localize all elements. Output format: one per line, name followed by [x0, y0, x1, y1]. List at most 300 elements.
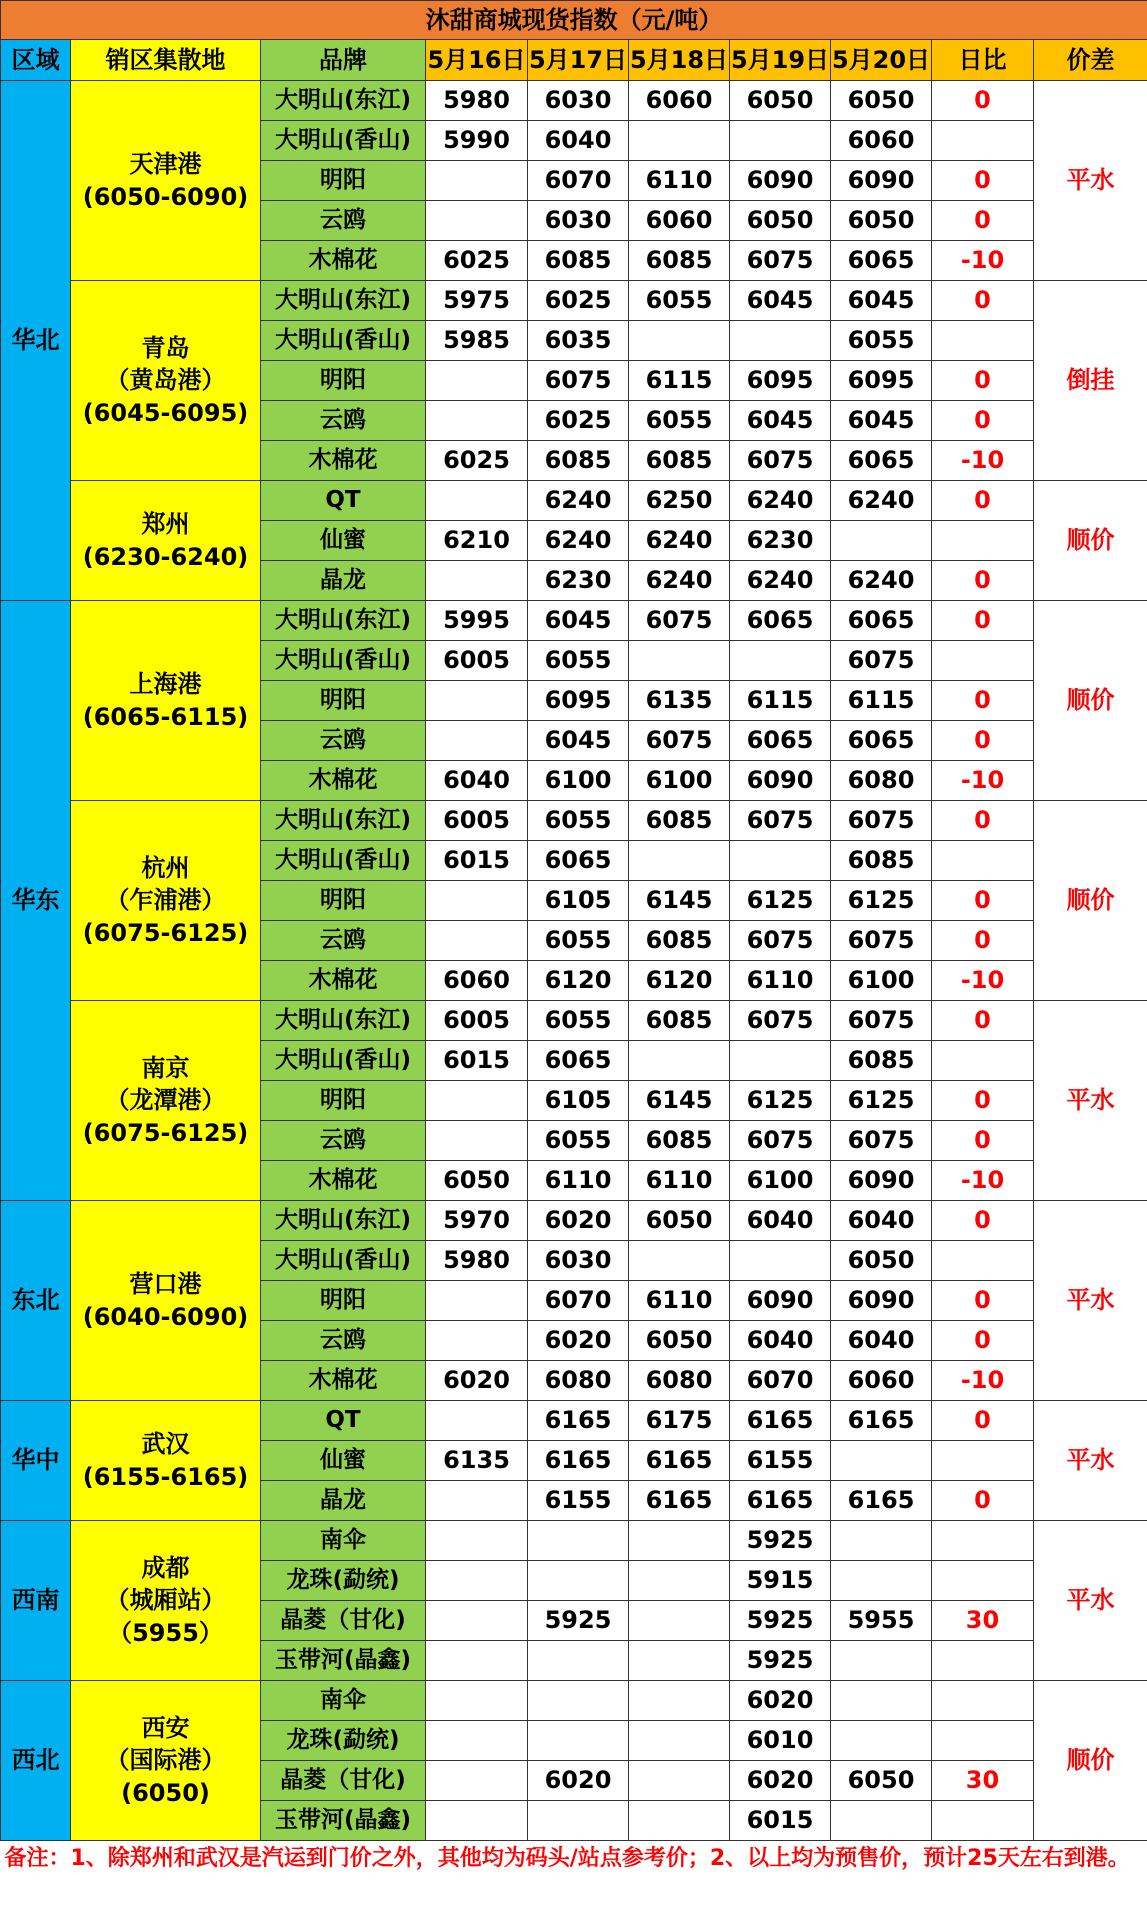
daily-change-cell: 0 [932, 881, 1034, 921]
price-cell: 6065 [831, 241, 932, 281]
region-cell: 西南 [1, 1521, 71, 1681]
market-name-line: (6075-6125) [82, 1118, 249, 1147]
market-cell [71, 281, 261, 481]
daily-change-cell: -10 [932, 241, 1034, 281]
price-cell: 6075 [730, 921, 831, 961]
price-cell: 6125 [730, 881, 831, 921]
region-cell: 华中 [1, 1401, 71, 1521]
price-cell: 6165 [528, 1401, 629, 1441]
price-cell: 6075 [831, 801, 932, 841]
price-cell: 6240 [831, 481, 932, 521]
market-name-line: （乍浦港） [105, 886, 226, 915]
region-cell: 西北 [1, 1681, 71, 1841]
price-cell [426, 161, 528, 201]
daily-change-cell: 30 [932, 1761, 1034, 1801]
price-cell: 6125 [831, 1081, 932, 1121]
daily-change-cell: 0 [932, 601, 1034, 641]
market-name-line: (6045-6095) [82, 398, 249, 427]
price-cell: 6020 [730, 1681, 831, 1721]
brand-cell: 大明山(东江) [261, 81, 426, 121]
daily-change-cell [932, 1681, 1034, 1721]
market-cell [71, 1521, 261, 1681]
price-cell: 6085 [629, 1121, 730, 1161]
brand-cell: 明阳 [261, 161, 426, 201]
price-cell: 6135 [629, 681, 730, 721]
price-cell: 6090 [730, 161, 831, 201]
price-cell [629, 1681, 730, 1721]
header-date-2: 5月17日 [528, 40, 629, 81]
price-cell [426, 881, 528, 921]
price-cell: 6070 [730, 1361, 831, 1401]
price-cell: 6055 [629, 281, 730, 321]
market-name-line: 西安 [141, 1713, 190, 1742]
price-cell: 6145 [629, 881, 730, 921]
price-cell [730, 121, 831, 161]
brand-cell: 大明山(东江) [261, 801, 426, 841]
price-cell: 6075 [528, 361, 629, 401]
market-name-line: 武汉 [141, 1430, 190, 1459]
price-cell [831, 1441, 932, 1481]
price-cell: 6080 [629, 1361, 730, 1401]
price-cell: 6055 [528, 1121, 629, 1161]
table-title: 沐甜商城现货指数（元/吨） [1, 1, 1147, 40]
price-cell: 6105 [528, 881, 629, 921]
price-cell [528, 1561, 629, 1601]
header-change: 日比 [932, 40, 1034, 81]
market-cell [71, 1001, 261, 1201]
price-cell: 6020 [528, 1201, 629, 1241]
header-region: 区域 [1, 40, 71, 81]
price-cell [426, 201, 528, 241]
header-date-4: 5月19日 [730, 40, 831, 81]
price-cell: 6110 [528, 1161, 629, 1201]
price-cell: 6080 [528, 1361, 629, 1401]
price-cell [426, 681, 528, 721]
price-cell: 6115 [831, 681, 932, 721]
price-cell: 6110 [629, 1281, 730, 1321]
price-cell: 6020 [730, 1761, 831, 1801]
brand-cell: 木棉花 [261, 241, 426, 281]
price-cell: 6165 [629, 1441, 730, 1481]
price-cell [426, 1281, 528, 1321]
price-cell: 6065 [528, 841, 629, 881]
price-cell: 6155 [528, 1481, 629, 1521]
table-row [1, 1681, 1147, 1721]
spread-cell: 平水 [1034, 81, 1147, 281]
price-cell [528, 1801, 629, 1841]
price-cell: 6020 [426, 1361, 528, 1401]
price-cell: 6040 [426, 761, 528, 801]
header-brand: 品牌 [261, 40, 426, 81]
price-cell: 5985 [426, 321, 528, 361]
price-cell: 6165 [831, 1481, 932, 1521]
brand-cell: 玉带河(晶鑫) [261, 1801, 426, 1841]
price-cell: 6075 [730, 1001, 831, 1041]
price-cell: 6055 [528, 641, 629, 681]
price-cell: 5955 [831, 1601, 932, 1641]
price-cell: 6075 [730, 441, 831, 481]
price-cell [629, 1601, 730, 1641]
spread-cell: 顺价 [1034, 481, 1147, 601]
footnote: 备注：1、除郑州和武汉是汽运到门价之外，其他均为码头/站点参考价；2、以上均为预售价，预计25天左右到港。 [4, 1846, 1130, 1871]
brand-cell: 木棉花 [261, 761, 426, 801]
spread-cell: 平水 [1034, 1521, 1147, 1681]
brand-cell: 云鸥 [261, 401, 426, 441]
region-cell: 华北 [1, 81, 71, 601]
price-cell: 6005 [426, 641, 528, 681]
price-cell: 6070 [528, 1281, 629, 1321]
brand-cell: 大明山(香山) [261, 321, 426, 361]
price-cell: 6005 [426, 1001, 528, 1041]
market-name-line: (6230-6240) [82, 542, 249, 571]
price-cell: 6055 [629, 401, 730, 441]
price-cell: 6045 [730, 281, 831, 321]
brand-cell: QT [261, 1401, 426, 1441]
price-cell [730, 1041, 831, 1081]
price-cell: 6075 [629, 601, 730, 641]
brand-cell: 木棉花 [261, 1161, 426, 1201]
daily-change-cell: 0 [932, 561, 1034, 601]
price-cell: 6165 [629, 1481, 730, 1521]
price-cell: 6175 [629, 1401, 730, 1441]
daily-change-cell: 0 [932, 401, 1034, 441]
daily-change-cell: 0 [932, 361, 1034, 401]
brand-cell: 明阳 [261, 681, 426, 721]
price-cell [426, 561, 528, 601]
daily-change-cell [932, 1801, 1034, 1841]
price-cell: 6050 [831, 201, 932, 241]
table-row [1, 1401, 1147, 1441]
price-cell [831, 1561, 932, 1601]
table-row [1, 1001, 1147, 1041]
price-cell: 6105 [528, 1081, 629, 1121]
table-row [1, 1201, 1147, 1241]
price-cell: 6040 [528, 121, 629, 161]
market-name-line: （龙潭港） [105, 1086, 226, 1115]
price-cell [426, 1601, 528, 1641]
price-cell [426, 1321, 528, 1361]
brand-cell: 明阳 [261, 881, 426, 921]
price-cell [730, 841, 831, 881]
price-cell: 6075 [831, 1001, 932, 1041]
brand-cell: 明阳 [261, 1281, 426, 1321]
price-cell [528, 1641, 629, 1681]
daily-change-cell [932, 521, 1034, 561]
table-row [1, 281, 1147, 321]
market-name-line: （5955） [108, 1618, 223, 1647]
price-cell: 6095 [528, 681, 629, 721]
brand-cell: 大明山(东江) [261, 1201, 426, 1241]
daily-change-cell: -10 [932, 1161, 1034, 1201]
price-cell [629, 1721, 730, 1761]
price-cell: 6065 [730, 721, 831, 761]
price-cell: 6240 [831, 561, 932, 601]
price-cell: 5995 [426, 601, 528, 641]
price-cell: 6240 [528, 521, 629, 561]
header-row [1, 40, 1147, 81]
price-cell: 5925 [730, 1601, 831, 1641]
price-cell: 6045 [528, 721, 629, 761]
brand-cell: 晶龙 [261, 1481, 426, 1521]
price-cell: 6075 [831, 1121, 932, 1161]
price-cell: 6145 [629, 1081, 730, 1121]
daily-change-cell: 30 [932, 1601, 1034, 1641]
brand-cell: 大明山(香山) [261, 641, 426, 681]
price-cell: 6090 [831, 161, 932, 201]
market-name-line: （城厢站） [105, 1586, 226, 1615]
price-cell: 6015 [730, 1801, 831, 1841]
price-cell: 6050 [629, 1201, 730, 1241]
price-cell: 6090 [730, 761, 831, 801]
daily-change-cell: 0 [932, 161, 1034, 201]
price-cell [426, 1681, 528, 1721]
daily-change-cell: 0 [932, 201, 1034, 241]
price-cell [426, 1561, 528, 1601]
brand-cell: 龙珠(勐统) [261, 1561, 426, 1601]
price-cell: 6095 [730, 361, 831, 401]
header-date-1: 5月16日 [426, 40, 528, 81]
market-name-line: (6065-6115) [82, 702, 249, 731]
price-cell: 6085 [528, 441, 629, 481]
brand-cell: 明阳 [261, 1081, 426, 1121]
market-name-line: 南京 [141, 1053, 190, 1082]
price-cell [426, 1721, 528, 1761]
price-cell: 6040 [730, 1201, 831, 1241]
market-name-line: （国际港） [105, 1746, 226, 1775]
price-cell: 6055 [831, 321, 932, 361]
daily-change-cell [932, 841, 1034, 881]
daily-change-cell: -10 [932, 761, 1034, 801]
brand-cell: 大明山(香山) [261, 121, 426, 161]
price-cell: 6250 [629, 481, 730, 521]
daily-change-cell: 0 [932, 681, 1034, 721]
price-cell: 6060 [831, 1361, 932, 1401]
price-cell: 6165 [730, 1481, 831, 1521]
brand-cell: 云鸥 [261, 1321, 426, 1361]
price-cell: 6120 [629, 961, 730, 1001]
price-cell: 6065 [831, 721, 932, 761]
price-cell: 6115 [629, 361, 730, 401]
daily-change-cell: 0 [932, 1401, 1034, 1441]
price-cell: 6050 [730, 201, 831, 241]
spread-cell: 平水 [1034, 1001, 1147, 1201]
price-cell: 5970 [426, 1201, 528, 1241]
price-cell: 6050 [831, 1241, 932, 1281]
price-cell: 6085 [528, 241, 629, 281]
market-cell [71, 1401, 261, 1521]
price-cell: 6120 [528, 961, 629, 1001]
price-cell [629, 121, 730, 161]
price-cell: 6055 [528, 1001, 629, 1041]
daily-change-cell: -10 [932, 1361, 1034, 1401]
price-cell: 6065 [730, 601, 831, 641]
price-cell [426, 401, 528, 441]
price-cell: 6060 [629, 81, 730, 121]
price-cell [426, 721, 528, 761]
price-cell: 6110 [629, 161, 730, 201]
price-cell: 6090 [831, 1281, 932, 1321]
brand-cell: 大明山(东江) [261, 1001, 426, 1041]
price-cell [426, 921, 528, 961]
price-cell: 6165 [831, 1401, 932, 1441]
spread-cell: 平水 [1034, 1201, 1147, 1401]
daily-change-cell: 0 [932, 81, 1034, 121]
daily-change-cell: 0 [932, 801, 1034, 841]
price-cell: 6025 [528, 401, 629, 441]
price-cell: 6075 [831, 921, 932, 961]
price-cell: 5980 [426, 81, 528, 121]
price-cell: 6240 [528, 481, 629, 521]
price-cell: 5980 [426, 1241, 528, 1281]
brand-cell: 仙蜜 [261, 1441, 426, 1481]
price-cell [831, 1681, 932, 1721]
price-cell [629, 1241, 730, 1281]
price-cell: 5915 [730, 1561, 831, 1601]
price-cell: 6085 [629, 921, 730, 961]
price-cell: 6155 [730, 1441, 831, 1481]
price-cell: 6050 [730, 81, 831, 121]
daily-change-cell [932, 1721, 1034, 1761]
brand-cell: 仙蜜 [261, 521, 426, 561]
price-cell: 6110 [629, 1161, 730, 1201]
region-cell: 东北 [1, 1201, 71, 1401]
price-cell: 5925 [528, 1601, 629, 1641]
price-cell: 6165 [730, 1401, 831, 1441]
header-date-3: 5月18日 [629, 40, 730, 81]
price-cell: 6015 [426, 841, 528, 881]
price-cell [831, 1641, 932, 1681]
brand-cell: QT [261, 481, 426, 521]
price-cell: 6055 [528, 921, 629, 961]
price-cell: 6090 [730, 1281, 831, 1321]
price-cell: 6050 [426, 1161, 528, 1201]
price-cell [426, 1121, 528, 1161]
price-cell [629, 1041, 730, 1081]
daily-change-cell: 0 [932, 281, 1034, 321]
price-cell: 6085 [629, 801, 730, 841]
daily-change-cell [932, 1241, 1034, 1281]
brand-cell: 晶菱（甘化) [261, 1761, 426, 1801]
price-cell [426, 1521, 528, 1561]
daily-change-cell: 0 [932, 1321, 1034, 1361]
daily-change-cell [932, 121, 1034, 161]
price-cell [629, 1521, 730, 1561]
price-cell: 5925 [730, 1641, 831, 1681]
price-cell: 5990 [426, 121, 528, 161]
price-cell [629, 1641, 730, 1681]
price-cell: 6045 [831, 281, 932, 321]
price-cell: 6085 [831, 841, 932, 881]
daily-change-cell: 0 [932, 1201, 1034, 1241]
price-cell: 6005 [426, 801, 528, 841]
price-cell: 6075 [730, 241, 831, 281]
price-cell [629, 1761, 730, 1801]
header-date-5: 5月20日 [831, 40, 932, 81]
price-cell [730, 321, 831, 361]
price-cell: 6085 [629, 1001, 730, 1041]
market-cell [71, 1681, 261, 1841]
price-cell [831, 1521, 932, 1561]
price-cell: 6100 [528, 761, 629, 801]
price-cell [730, 1241, 831, 1281]
market-cell [71, 481, 261, 601]
daily-change-cell [932, 1441, 1034, 1481]
brand-cell: 晶菱（甘化) [261, 1601, 426, 1641]
brand-cell: 云鸥 [261, 921, 426, 961]
spread-cell: 倒挂 [1034, 281, 1147, 481]
brand-cell: 木棉花 [261, 441, 426, 481]
price-cell [629, 1561, 730, 1601]
brand-cell: 木棉花 [261, 1361, 426, 1401]
market-name-line: 杭州 [141, 853, 190, 882]
price-cell: 6110 [730, 961, 831, 1001]
price-cell: 5925 [730, 1521, 831, 1561]
table-row [1, 81, 1147, 121]
daily-change-cell: 0 [932, 721, 1034, 761]
price-cell [426, 481, 528, 521]
daily-change-cell: 0 [932, 1121, 1034, 1161]
market-cell [71, 1201, 261, 1401]
market-name-line: (6155-6165) [82, 1462, 249, 1491]
price-cell: 6125 [730, 1081, 831, 1121]
price-cell: 6030 [528, 1241, 629, 1281]
price-cell [629, 321, 730, 361]
brand-cell: 南伞 [261, 1681, 426, 1721]
price-cell: 6045 [528, 601, 629, 641]
daily-change-cell [932, 321, 1034, 361]
brand-cell: 大明山(东江) [261, 601, 426, 641]
brand-cell: 玉带河(晶鑫) [261, 1641, 426, 1681]
brand-cell: 云鸥 [261, 721, 426, 761]
price-cell [426, 1081, 528, 1121]
daily-change-cell: 0 [932, 1081, 1034, 1121]
price-cell: 5975 [426, 281, 528, 321]
daily-change-cell: -10 [932, 441, 1034, 481]
market-name-line: 上海港 [129, 670, 202, 699]
price-cell: 6060 [629, 201, 730, 241]
price-cell: 6230 [528, 561, 629, 601]
price-cell: 6035 [528, 321, 629, 361]
price-cell [730, 641, 831, 681]
price-cell: 6050 [629, 1321, 730, 1361]
daily-change-cell [932, 1641, 1034, 1681]
daily-change-cell: 0 [932, 481, 1034, 521]
brand-cell: 龙珠(勐统) [261, 1721, 426, 1761]
price-cell: 6025 [528, 281, 629, 321]
price-cell: 6080 [831, 761, 932, 801]
price-cell: 6075 [730, 801, 831, 841]
price-cell [426, 361, 528, 401]
market-name-line: (6050) [121, 1778, 210, 1807]
price-cell: 6075 [629, 721, 730, 761]
table-row [1, 801, 1147, 841]
price-cell: 6020 [528, 1761, 629, 1801]
market-name-line: 青岛 [141, 333, 190, 362]
price-cell: 6240 [730, 481, 831, 521]
price-cell: 6070 [528, 161, 629, 201]
price-cell [426, 1641, 528, 1681]
price-cell: 6100 [629, 761, 730, 801]
price-cell: 6050 [831, 1761, 932, 1801]
price-cell [831, 1721, 932, 1761]
spread-cell: 平水 [1034, 1401, 1147, 1521]
daily-change-cell: 0 [932, 1001, 1034, 1041]
price-cell: 6055 [528, 801, 629, 841]
market-cell [71, 801, 261, 1001]
header-spread: 价差 [1034, 40, 1147, 81]
price-cell: 6040 [730, 1321, 831, 1361]
market-cell [71, 601, 261, 801]
